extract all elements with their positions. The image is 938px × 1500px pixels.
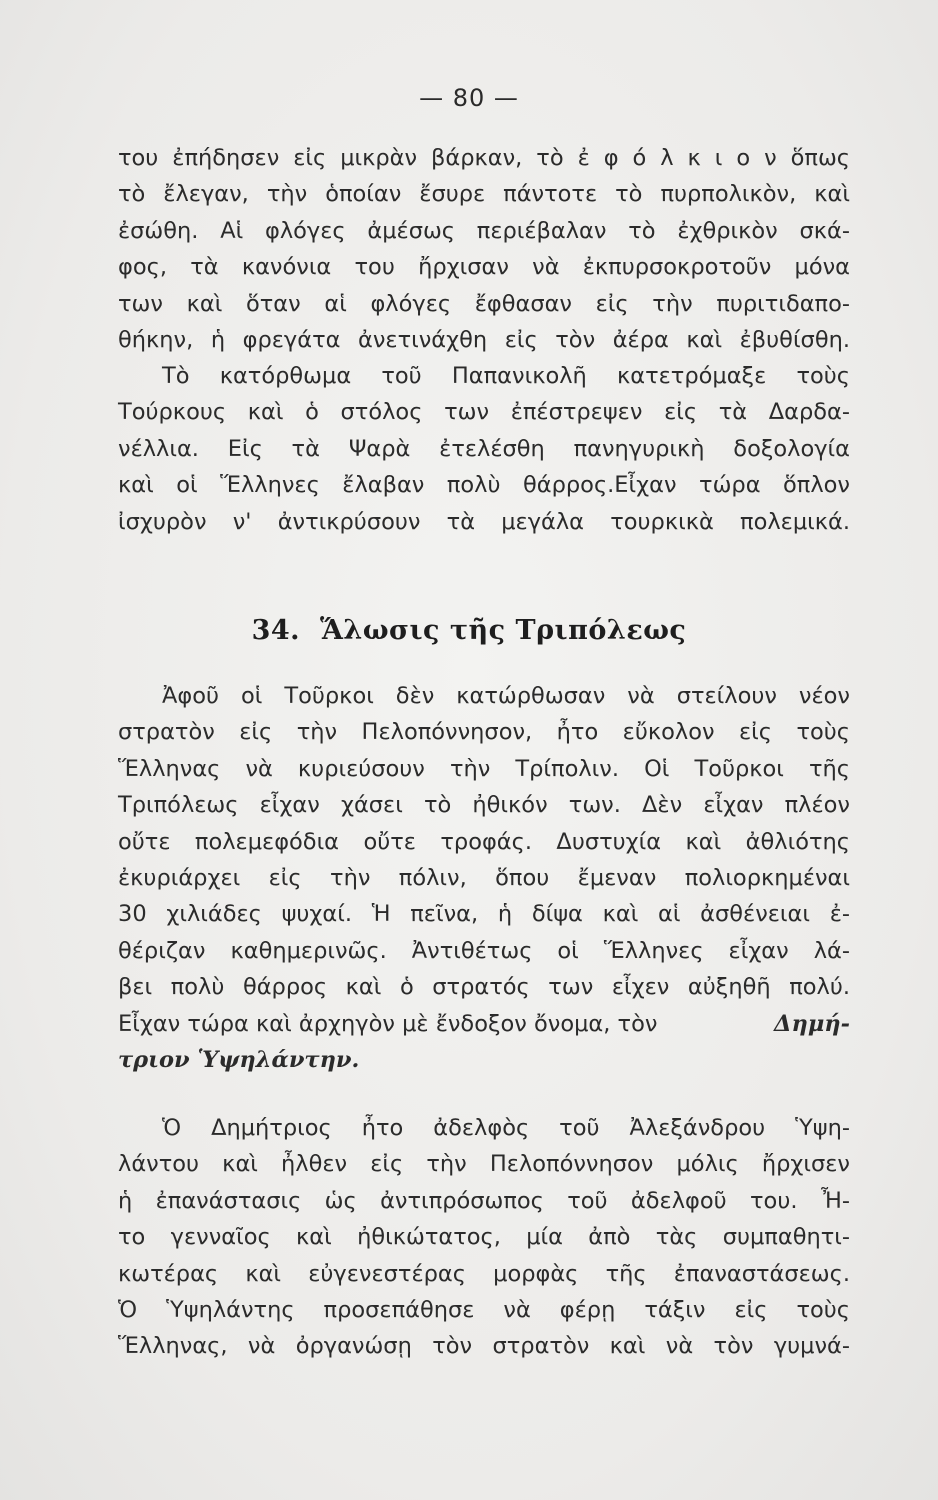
- paragraph-4: [118, 1110, 850, 1365]
- text-line: ἰσχυρὸν ν' ἀντικρύσουν τὰ μεγάλα τουρκικὰ πολεμικά.: [118, 508, 850, 535]
- text-line: ἡ ἐπανάστασις ὡς ἀντιπρόσωπος τοῦ ἀδελφοῦ του. Ἦ-: [118, 1187, 850, 1214]
- text-line: Τριπόλεως εἶχαν χάσει τὸ ἠθικόν των. Δὲν εἶχαν πλέον: [118, 792, 850, 819]
- text-line: Τὸ κατόρθωμα τοῦ Παπανικολῆ κατετρόμαξε τοὺς: [162, 363, 850, 389]
- text-line: θήκην, ἡ φρεγάτα ἀνετινάχθη εἰς τὸν ἀέρα καὶ ἐβυθίσθη.: [118, 327, 850, 354]
- paragraph-3: [118, 678, 850, 1078]
- section-number: 34.: [251, 615, 301, 646]
- text-line: βει πολὺ θάρρος καὶ ὁ στρατός των εἶχεν αὐξηθῆ πολύ.: [118, 974, 850, 1001]
- text-line: Ὁ Δημήτριος ἦτο ἀδελφὸς τοῦ Ἀλεξάνδρου Ὑψη-: [162, 1115, 850, 1141]
- text-line: Ἕλληνας, νὰ ὀργανώσῃ τὸν στρατὸν καὶ νὰ τὸν γυμνά-: [118, 1333, 850, 1360]
- text-line: Τούρκους καὶ ὁ στόλος των ἐπέστρεψεν εἰς τὰ Δαρδα-: [118, 399, 850, 426]
- text-line: τὸ ἔλεγαν, τὴν ὁποίαν ἔσυρε πάντοτε τὸ πυρπολικὸν, καὶ: [118, 181, 850, 208]
- text-line: Ἀφοῦ οἱ Τοῦρκοι δὲν κατώρθωσαν νὰ στείλουν νέον: [162, 683, 850, 709]
- paragraph-1: [118, 140, 850, 358]
- text-line: Ὁ Ὑψηλάντης προσεπάθησε νὰ φέρῃ τάξιν εἰς τοὺς: [118, 1297, 850, 1324]
- text-line: 30 χιλιάδες ψυχαί. Ἡ πεῖνα, ἡ δίψα καὶ αἱ ἀσθένειαι ἐ-: [118, 901, 850, 928]
- page-number: — 80 —: [419, 84, 519, 112]
- section-title: Ἅλωσις τῆς Τριπόλεως: [319, 615, 687, 646]
- text-line: κωτέρας καὶ εὐγενεστέρας μορφὰς τῆς ἐπαναστάσεως.: [118, 1260, 850, 1287]
- text-line: οὔτε πολεμεφόδια οὔτε τροφάς. Δυστυχία καὶ ἀθλιότης: [118, 828, 850, 855]
- text-line: [118, 1006, 850, 1042]
- text-line-part: Εἶχαν τώρα καὶ ἀρχηγὸν μὲ ἔνδοξον ὄνομα, τὸν: [118, 1010, 658, 1037]
- text-line: θέριζαν καθημερινῶς. Ἀντιθέτως οἱ Ἕλληνες εἶχαν λά-: [118, 937, 850, 964]
- text-line: ἐκυριάρχει εἰς τὴν πόλιν, ὅπου ἔμεναν πολιορκημέναι: [118, 865, 850, 892]
- paragraph-2: [118, 358, 850, 540]
- text-line: καὶ οἱ Ἕλληνες ἔλαβαν πολὺ θάρρος.Εἶχαν τώρα ὅπλον: [118, 472, 850, 499]
- section-heading: [0, 615, 938, 646]
- text-line: [118, 1042, 850, 1078]
- text-line: φος, τὰ κανόνια του ἤρχισαν νὰ ἐκπυρσοκροτοῦν μόνα: [118, 254, 850, 281]
- emphasized-name: Δημή-: [774, 1010, 850, 1037]
- text-line: στρατὸν εἰς τὴν Πελοπόννησον, ἦτο εὔκολον εἰς τοὺς: [118, 719, 850, 746]
- text-line: ἐσώθη. Αἱ φλόγες ἀμέσως περιέβαλαν τὸ ἐχθρικὸν σκά-: [118, 217, 850, 244]
- text-line: Ἕλληνας νὰ κυριεύσουν τὴν Τρίπολιν. Οἱ Τοῦρκοι τῆς: [118, 755, 850, 782]
- emphasized-name: τριον Ὑψηλάντην.: [118, 1047, 360, 1074]
- text-line: το γενναῖος καὶ ἠθικώτατος, μία ἀπὸ τὰς συμπαθητι-: [118, 1224, 850, 1251]
- text-line: των καὶ ὅταν αἱ φλόγες ἔφθασαν εἰς τὴν πυριτιδαπο-: [118, 290, 850, 317]
- text-line: λάντου καὶ ἦλθεν εἰς τὴν Πελοπόννησον μόλις ἤρχισεν: [118, 1151, 850, 1178]
- text-line: νέλλια. Εἰς τὰ Ψαρὰ ἐτελέσθη πανηγυρικὴ δοξολογία: [118, 435, 850, 462]
- text-line: του ἐπήδησεν εἰς μικρὰν βάρκαν, τὸ ἐ φ ό λ κ ι ο ν ὅπως: [118, 145, 850, 171]
